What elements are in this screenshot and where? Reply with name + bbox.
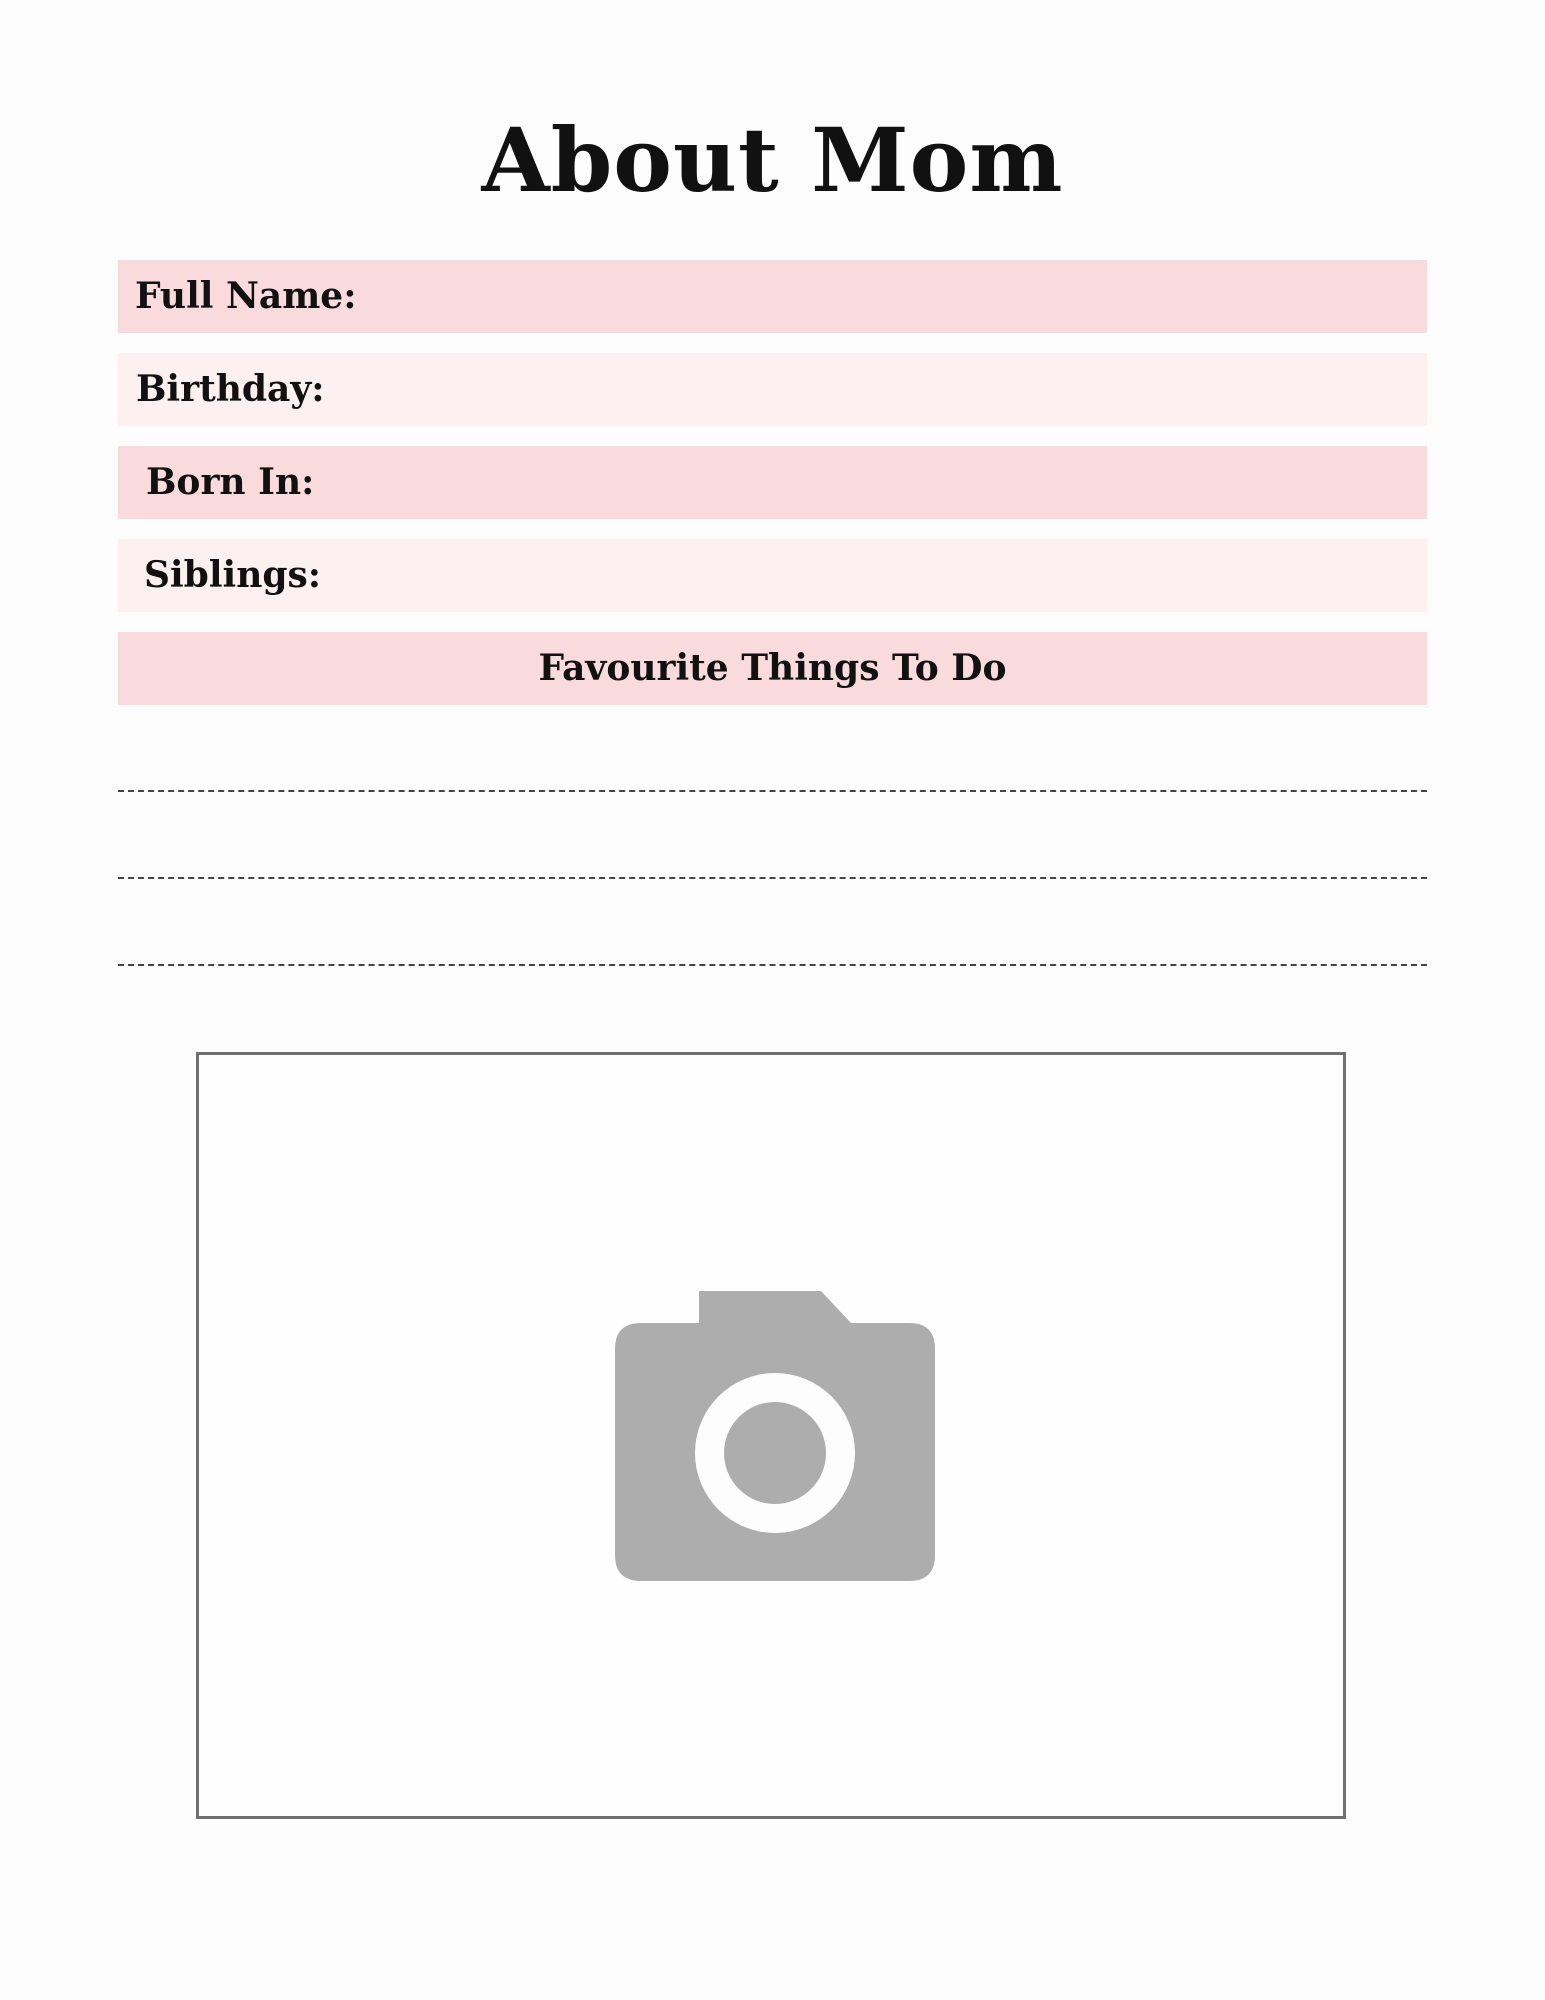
- birthday-row[interactable]: [118, 353, 1427, 426]
- favourite-line-3[interactable]: [118, 964, 1427, 966]
- camera-icon: [615, 1291, 935, 1581]
- photo-frame[interactable]: [196, 1052, 1346, 1819]
- siblings-label: Siblings:: [144, 554, 322, 596]
- favourites-heading: Favourite Things To Do: [538, 647, 1007, 689]
- full-name-row[interactable]: [118, 260, 1427, 333]
- born-in-row[interactable]: [118, 446, 1427, 519]
- favourite-line-2[interactable]: [118, 877, 1427, 879]
- favourites-header: [118, 632, 1427, 705]
- born-in-label: Born In:: [146, 461, 315, 503]
- full-name-label: Full Name:: [135, 275, 357, 317]
- siblings-row[interactable]: [118, 539, 1427, 612]
- birthday-label: Birthday:: [136, 368, 325, 410]
- page-title: About Mom: [481, 108, 1064, 212]
- favourite-line-1[interactable]: [118, 790, 1427, 792]
